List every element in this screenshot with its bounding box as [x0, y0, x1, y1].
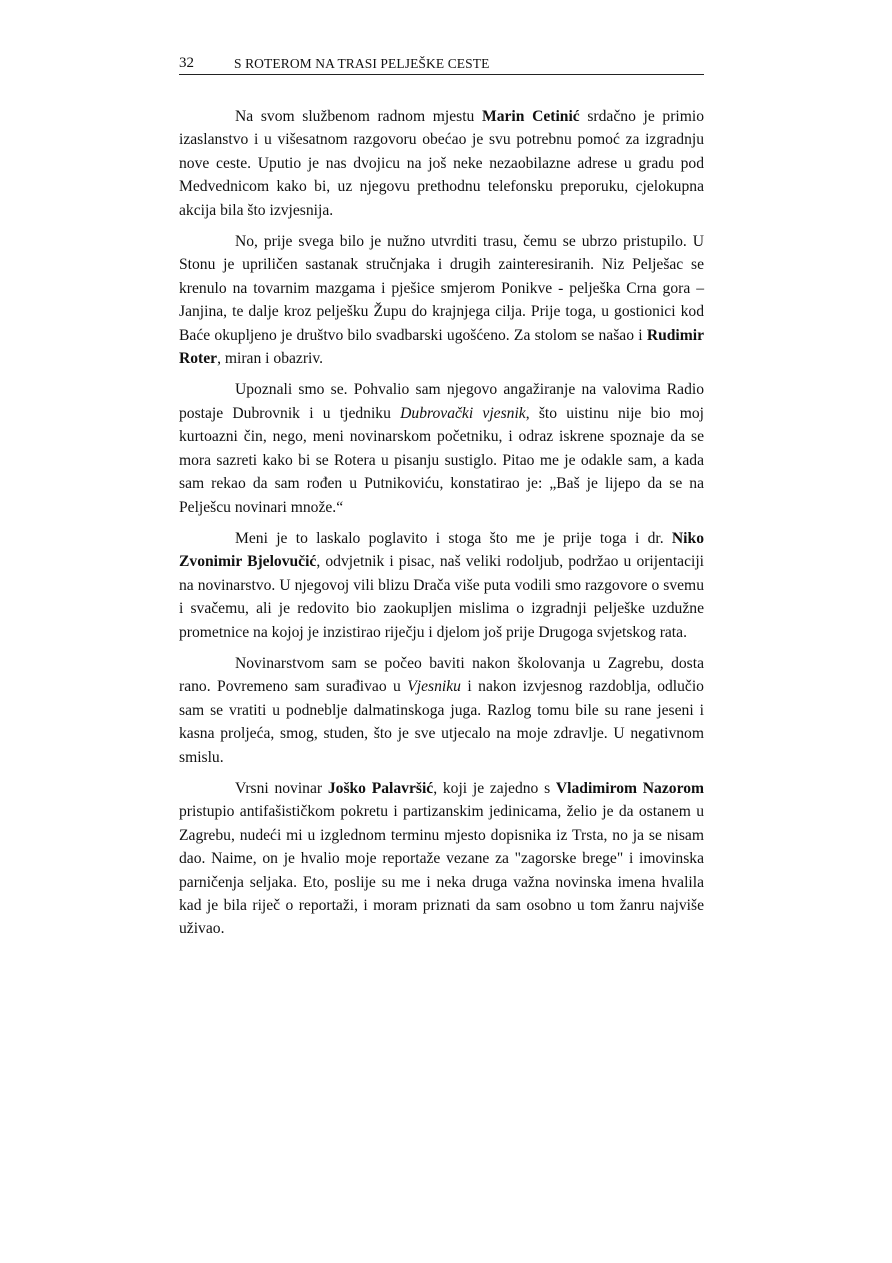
bold-name: Niko Zvonimir Bjelovučić [179, 529, 704, 571]
paragraph [179, 378, 704, 518]
italic-title: Dubrovački vjesnik [400, 404, 526, 422]
paragraph [179, 105, 704, 222]
text-run: , odvjetnik i pisac, naš veliki rodoljub, podržao u orijentaciji na novinarstvo. U njegovoj vili blizu Drača više puta vodili smo razgovore o svemu i svačemu, ali je redovito bio zaokupljen mislima o izgradnji pelješke uzdužne prometnice na kojoj je inzistirao riječju i djelom još prije Drugoga svjetskog rata. [179, 553, 704, 641]
text-run: i nakon izvjesnog razdoblja, odlučio sam se vratiti u podneblje dalmatinskoga juga. Razlog tomu bile su rane jeseni i kasna proljeća, smog, studen, što je sve utjecalo na moje zdravlje. U negativnom smislu. [179, 678, 704, 766]
bold-name: Joško Palavršić [327, 779, 434, 797]
text-run: , miran i obazriv. [217, 350, 324, 368]
running-title: S ROTEROM NA TRASI PELJEŠKE CESTE [234, 56, 490, 71]
text-run: Novinarstvom sam se počeo baviti nakon školovanja u Zagrebu, dosta rano. Povremeno sam surađivao u [179, 654, 704, 696]
text-run: Upoznali smo se. Pohvalio sam njegovo angažiranje na valovima Radio postaje Dubrovnik i u tjedniku [179, 381, 704, 422]
paragraph [179, 777, 704, 941]
page-number: 32 [179, 55, 194, 71]
page-header [179, 54, 704, 75]
text-run: No, prije svega bilo je nužno utvrditi trasu, čemu se ubrzo pristupilo. U Stonu je upriličen sastanak stručnjaka i drugih zainteresiranih. Niz Pelješac se krenulo na tovarnim mazgama i pješice smjerom Ponikve - pelješka Crna gora – Janjina, te dalje kroz pelješku Župu do krajnjega cilja. Prije toga, u gostionici kod Baće okupljeno je društvo bilo svadbarski ugošćeno. Za stolom se našao i [179, 233, 704, 344]
text-run: Na svom službenom radnom mjestu [235, 108, 482, 125]
paragraph [179, 527, 704, 644]
text-run: , što uistinu nije bio moj kurtoazni čin, nego, meni novinarskom početniku, i odraz iskrene spoznaje da se mora sazreti kako bi se Rotera u pisanju sustiglo. Pitao me je odakle sam, a kada sam rekao da sam rođen u Putnikoviću, konstatirao je: „Baš je lijepo da se na Pelješcu novinari množe.“ [179, 404, 704, 516]
text-run: Meni je to laskalo poglavito i stoga što me je prije toga i dr. [235, 529, 672, 547]
text-run: srdačno je primio izaslanstvo i u višesatnom razgovoru obećao je svu potrebnu pomoć za izgradnju nove ceste. Uputio je nas dvojicu na još neke nezaobilazne adrese u gradu pod Medvednicom kako bi, uz njegovu prethodnu telefonsku preporuku, cjelokupna akcija bila što izvjesnija. [179, 108, 704, 219]
text-run: pristupio antifašističkom pokretu i partizanskim jedinicama, želio je da ostanem u Zagrebu, nudeći mi u izglednom terminu mjesto dopisnika iz Trsta, no ja se nisam dao. Naime, on je hvalio moje reportaže vezane za "zagorske brege" i imovinska parničenja seljaka. Eto, poslije su me i neka druga važna novinska imena hvalila kad je bila riječ o reportaži, i moram priznati da sam osobno u tom žanru najviše uživao. [179, 803, 704, 938]
body-text [179, 105, 704, 949]
paragraph [179, 652, 704, 769]
bold-name: Marin Cetinić [481, 108, 580, 125]
italic-title: Vjesniku [407, 678, 461, 696]
bold-name: Vladimirom Nazorom [555, 779, 704, 797]
paragraph [179, 230, 704, 370]
text-run: Vrsni novinar [235, 779, 328, 797]
text-run: , koji je zajedno s [433, 779, 556, 797]
bold-name: Rudimir Roter [179, 326, 704, 368]
